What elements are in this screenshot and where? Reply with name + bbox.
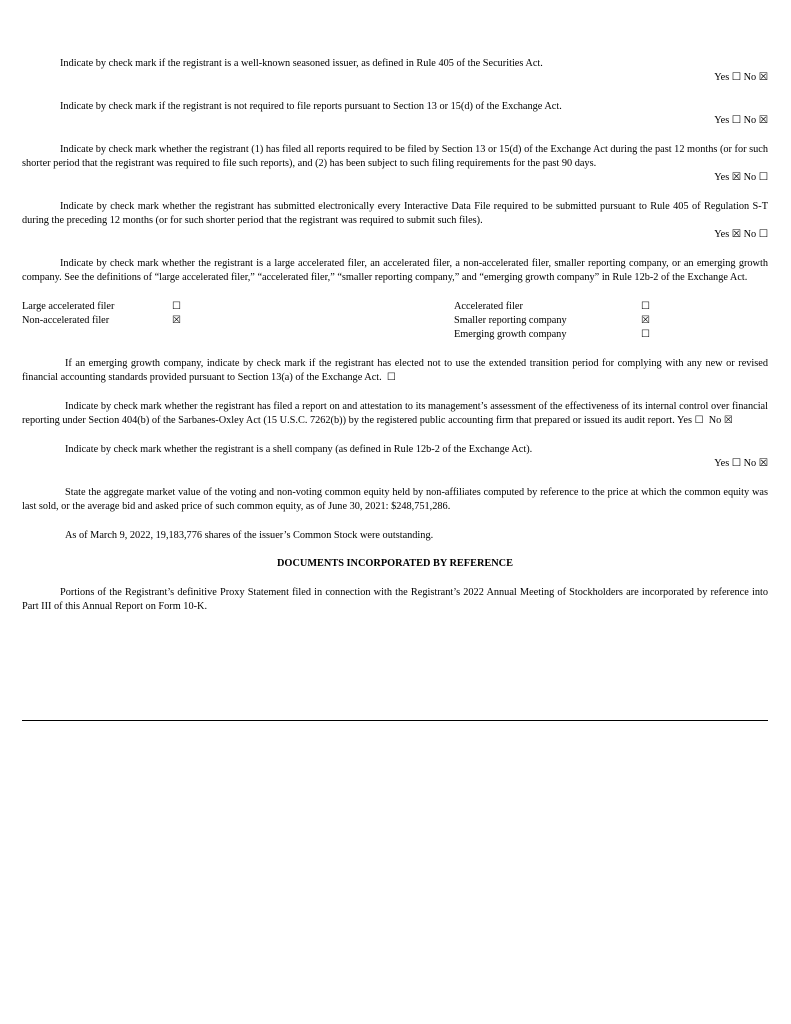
document-page	[22, 57, 768, 614]
documents-incorporated-heading: DOCUMENTS INCORPORATED BY REFERENCE	[277, 558, 513, 569]
wksi-answer: Yes ☐ No ☒	[714, 72, 768, 83]
shares-outstanding-statement: As of March 9, 2022, 19,183,776 shares of the issuer’s Common Stock were outstanding.	[65, 530, 434, 541]
interactive-data-answer: Yes ☒ No ☐	[714, 229, 768, 240]
documents-incorporated-text: Portions of the Registrant’s definitive Proxy Statement filed in connection with the Registrant’s 2022 Annual Meeting of Stockholders are incorporated by reference into Part III of this Annual Report on Form 10-K.	[22, 587, 768, 612]
egc-transition-text: If an emerging growth company, indicate by check mark if the registrant has elected not to use the extended transition period for complying with any new or revised financial accounting standards provided pursuant to Section 13(a) of the Exchange Act.	[22, 358, 768, 383]
accelerated-filer-checkbox: ☐	[641, 301, 650, 312]
filer-status-question: Indicate by check mark whether the registrant is a large accelerated filer, an accelerated filer, a non-accelerated filer, smaller reporting company, or an emerging growth company. See the definitions of “large accelerated filer,” “accelerated filer,” “smaller reporting company,” and “emerging growth company” in Rule 12b-2 of the Exchange Act.	[22, 258, 768, 283]
footer-divider	[22, 720, 768, 721]
accelerated-filer-label: Accelerated filer	[454, 301, 523, 312]
attestation-text: Indicate by check mark whether the registrant has filed a report on and attestation to its management’s assessment of the effectiveness of its internal control over financial reporting under Section 404(b) of the Sarbanes-Oxley Act (15 U.S.C. 7262(b)) by the registered public accounting firm that prepared or issued its audit report.	[22, 401, 768, 426]
not-required-answer: Yes ☐ No ☒	[714, 115, 768, 126]
emerging-growth-company-checkbox: ☐	[641, 329, 650, 340]
shell-company-question: Indicate by check mark whether the registrant is a shell company (as defined in Rule 12b-2 of the Exchange Act).	[65, 444, 533, 455]
market-value-statement: State the aggregate market value of the voting and non-voting common equity held by non-affiliates computed by reference to the price at which the common equity was last sold, or the average bid and asked price of such common equity, as of June 30, 2021: $248,751,286.	[22, 487, 768, 512]
filer-status-table	[22, 300, 768, 342]
non-accelerated-filer-checkbox: ☒	[172, 315, 181, 326]
interactive-data-question: Indicate by check mark whether the registrant has submitted electronically every Interactive Data File required to be submitted pursuant to Rule 405 of Regulation S-T during the preceding 12 months (or for such shorter period that the registrant was required to submit such files).	[22, 201, 768, 226]
wksi-question: Indicate by check mark if the registrant is a well-known seasoned issuer, as defined in Rule 405 of the Securities Act.	[60, 58, 543, 69]
filed-reports-question: Indicate by check mark whether the registrant (1) has filed all reports required to be filed by Section 13 or 15(d) of the Exchange Act during the past 12 months (or for such shorter period that the registrant was required to file such reports), and (2) has been subject to such filing requirements for the past 90 days.	[22, 144, 768, 169]
attestation-question	[22, 400, 768, 428]
attestation-no-checkbox: ☒	[723, 415, 733, 426]
filed-reports-answer: Yes ☒ No ☐	[714, 172, 768, 183]
smaller-reporting-company-label: Smaller reporting company	[454, 315, 567, 326]
shell-company-answer: Yes ☐ No ☒	[714, 458, 768, 469]
large-accelerated-filer-label: Large accelerated filer	[22, 301, 115, 312]
smaller-reporting-company-checkbox: ☒	[641, 315, 650, 326]
not-required-question: Indicate by check mark if the registrant is not required to file reports pursuant to Section 13 or 15(d) of the Exchange Act.	[60, 101, 562, 112]
emerging-growth-company-label: Emerging growth company	[454, 329, 567, 340]
egc-transition-question	[22, 357, 768, 385]
egc-transition-checkbox: ☐	[386, 372, 396, 383]
attestation-yes-checkbox: ☐	[694, 415, 704, 426]
large-accelerated-filer-checkbox: ☐	[172, 301, 181, 312]
non-accelerated-filer-label: Non-accelerated filer	[22, 315, 110, 326]
attestation-no-label: No	[708, 415, 722, 426]
attestation-yes-label: Yes	[677, 415, 693, 426]
